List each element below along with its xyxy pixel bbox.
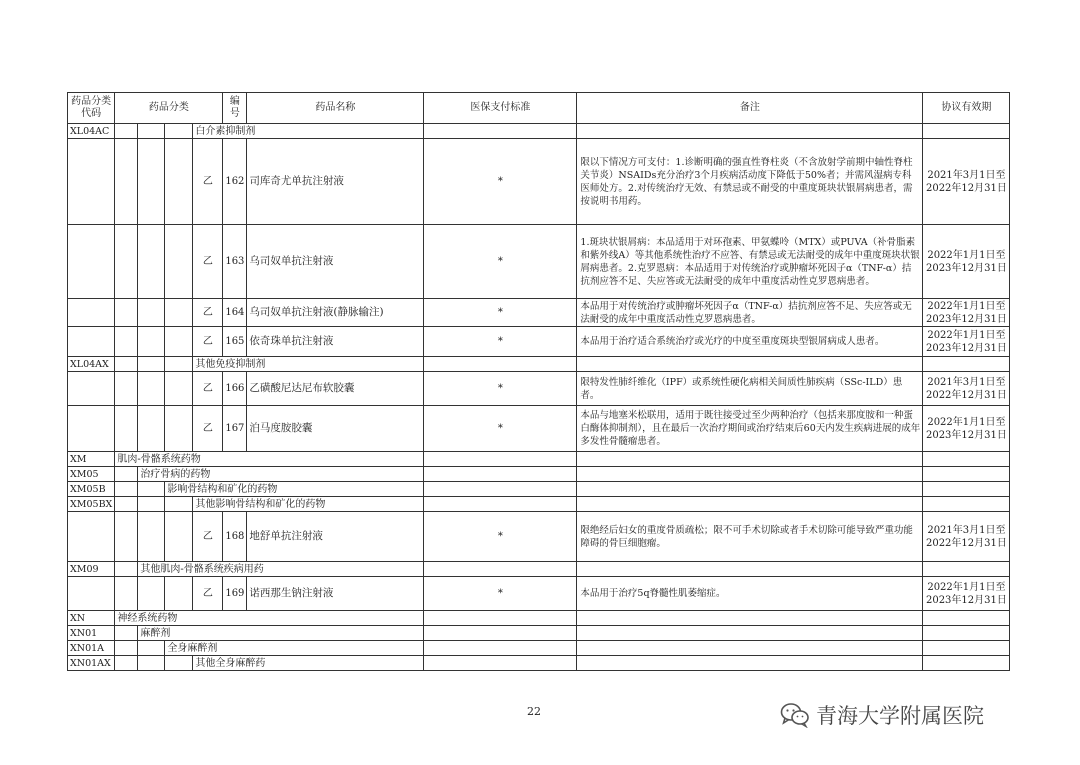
category-label: 其他肌肉-骨骼系统疾病用药 [138, 562, 424, 577]
drug-remark: 1.斑块状银屑病：本品适用于对环孢素、甲氨蝶呤（MTX）或PUVA（补骨脂素和紫外线A）等其他系统性治疗不应答、有禁忌或无法耐受的成年中重度斑块状银屑病患者。2.克罗恩病：本品适用于对传统治疗或肿瘤坏死因子α（TNF-α）拮抗剂应答不足、失应答或无法耐受的成年中重度活动性克罗恩病患者。 [577, 225, 923, 299]
category-label: 其他免疫抑制剂 [193, 357, 424, 372]
empty-cell [138, 372, 165, 406]
drug-row [68, 406, 1010, 452]
empty-cell [115, 327, 138, 357]
drug-name: 泊马度胺胶囊 [247, 406, 424, 452]
drug-remark: 本品与地塞米松联用，适用于既往接受过至少两种治疗（包括来那度胺和一种蛋白酶体抑制剂），且在最后一次治疗期间或治疗结束后60天内发生疾病进展的成年多发性骨髓瘤患者。 [577, 406, 923, 452]
period-cell [923, 497, 1010, 512]
agreement-period: 2022年1月1日至2023年12月31日 [923, 299, 1010, 327]
empty-cell [138, 577, 165, 611]
payment-standard: * [424, 406, 577, 452]
agreement-period: 2022年1月1日至2023年12月31日 [923, 406, 1010, 452]
code-cell [68, 372, 115, 406]
category-row [68, 467, 1010, 482]
code-cell [68, 406, 115, 452]
header-name: 药品名称 [247, 93, 424, 124]
empty-cell [115, 225, 138, 299]
empty-cell [138, 357, 165, 372]
remark-cell [577, 497, 923, 512]
empty-cell [165, 139, 193, 225]
remark-cell [577, 357, 923, 372]
remark-cell [577, 482, 923, 497]
category-label: 全身麻醉剂 [165, 641, 424, 656]
category-row [68, 562, 1010, 577]
remark-cell [577, 124, 923, 139]
remark-cell [577, 656, 923, 671]
drug-number: 163 [223, 225, 247, 299]
empty-cell [138, 497, 165, 512]
category-code: XL04AX [68, 357, 115, 372]
remark-cell [577, 611, 923, 626]
period-cell [923, 357, 1010, 372]
drug-remark: 限以下情况方可支付：1.诊断明确的强直性脊柱炎（不含放射学前期中轴性脊柱关节炎）NSAIDs充分治疗3个月疾病活动度下降低于50%者；并需风湿病专科医师处方。2.对传统治疗无效、有禁忌或不耐受的中重度斑块状银屑病患者，需按说明书用药。 [577, 139, 923, 225]
standard-cell [424, 482, 577, 497]
empty-cell [115, 641, 138, 656]
period-cell [923, 124, 1010, 139]
category-label: 影响骨结构和矿化的药物 [165, 482, 424, 497]
drug-row [68, 225, 1010, 299]
category-row [68, 641, 1010, 656]
drug-number: 166 [223, 372, 247, 406]
standard-cell [424, 626, 577, 641]
drug-name: 依奇珠单抗注射液 [247, 327, 424, 357]
agreement-period: 2021年3月1日至2022年12月31日 [923, 372, 1010, 406]
drug-row [68, 139, 1010, 225]
drug-class: 乙 [193, 327, 223, 357]
drug-name: 乌司奴单抗注射液(静脉输注) [247, 299, 424, 327]
code-cell [68, 139, 115, 225]
empty-cell [115, 467, 138, 482]
empty-cell [138, 327, 165, 357]
empty-cell [138, 656, 165, 671]
drug-name: 乙磺酸尼达尼布软胶囊 [247, 372, 424, 406]
empty-cell [138, 641, 165, 656]
standard-cell [424, 467, 577, 482]
empty-cell [165, 512, 193, 562]
drug-remark: 本品用于治疗适合系统治疗或光疗的中度至重度斑块型银屑病成人患者。 [577, 327, 923, 357]
standard-cell [424, 562, 577, 577]
empty-cell [165, 656, 193, 671]
code-cell [68, 577, 115, 611]
category-label: 麻醉剂 [138, 626, 424, 641]
category-label: 其他影响骨结构和矿化的药物 [193, 497, 424, 512]
standard-cell [424, 641, 577, 656]
category-code: XM [68, 452, 115, 467]
empty-cell [165, 124, 193, 139]
drug-list-table [67, 92, 1010, 671]
period-cell [923, 626, 1010, 641]
header-category: 药品分类 [115, 93, 223, 124]
standard-cell [424, 611, 577, 626]
payment-standard: * [424, 327, 577, 357]
wechat-icon [780, 702, 810, 728]
period-cell [923, 656, 1010, 671]
watermark [780, 700, 984, 730]
payment-standard: * [424, 139, 577, 225]
standard-cell [424, 452, 577, 467]
category-label: 肌肉-骨骼系统药物 [115, 452, 424, 467]
category-code: XM09 [68, 562, 115, 577]
drug-number: 168 [223, 512, 247, 562]
category-code: XN01A [68, 641, 115, 656]
header-standard: 医保支付标准 [424, 93, 577, 124]
page-number: 22 [527, 705, 541, 718]
empty-cell [165, 372, 193, 406]
category-label: 治疗骨病的药物 [138, 467, 424, 482]
drug-remark: 本品用于治疗5q脊髓性肌萎缩症。 [577, 577, 923, 611]
agreement-period: 2021年3月1日至2022年12月31日 [923, 512, 1010, 562]
drug-name: 乌司奴单抗注射液 [247, 225, 424, 299]
standard-cell [424, 357, 577, 372]
empty-cell [165, 406, 193, 452]
empty-cell [115, 124, 138, 139]
header-code: 药品分类代码 [68, 93, 115, 124]
drug-class: 乙 [193, 577, 223, 611]
standard-cell [424, 124, 577, 139]
drug-class: 乙 [193, 299, 223, 327]
drug-class: 乙 [193, 372, 223, 406]
empty-cell [138, 299, 165, 327]
empty-cell [165, 327, 193, 357]
empty-cell [115, 357, 138, 372]
category-code: XL04AC [68, 124, 115, 139]
empty-cell [115, 139, 138, 225]
payment-standard: * [424, 512, 577, 562]
code-cell [68, 327, 115, 357]
category-code: XM05B [68, 482, 115, 497]
drug-remark: 限绝经后妇女的重度骨质疏松；限不可手术切除或者手术切除可能导致严重功能障碍的骨巨细胞瘤。 [577, 512, 923, 562]
category-code: XN01 [68, 626, 115, 641]
payment-standard: * [424, 225, 577, 299]
category-code: XN [68, 611, 115, 626]
remark-cell [577, 452, 923, 467]
drug-number: 169 [223, 577, 247, 611]
category-code: XN01AX [68, 656, 115, 671]
drug-remark: 本品用于对传统治疗或肿瘤坏死因子α（TNF-α）拮抗剂应答不足、失应答或无法耐受的成年中重度活动性克罗恩病患者。 [577, 299, 923, 327]
remark-cell [577, 467, 923, 482]
category-row [68, 124, 1010, 139]
empty-cell [165, 357, 193, 372]
remark-cell [577, 626, 923, 641]
empty-cell [165, 299, 193, 327]
drug-row [68, 327, 1010, 357]
empty-cell [115, 406, 138, 452]
empty-cell [138, 225, 165, 299]
drug-name: 司库奇尤单抗注射液 [247, 139, 424, 225]
drug-class: 乙 [193, 139, 223, 225]
drug-class: 乙 [193, 406, 223, 452]
drug-row [68, 372, 1010, 406]
drug-row [68, 299, 1010, 327]
header-remark: 备注 [577, 93, 923, 124]
code-cell [68, 299, 115, 327]
category-row [68, 452, 1010, 467]
standard-cell [424, 656, 577, 671]
table-header-row [68, 93, 1010, 124]
category-code: XM05BX [68, 497, 115, 512]
empty-cell [115, 626, 138, 641]
empty-cell [115, 299, 138, 327]
empty-cell [115, 372, 138, 406]
agreement-period: 2021年3月1日至2022年12月31日 [923, 139, 1010, 225]
drug-class: 乙 [193, 225, 223, 299]
drug-row [68, 512, 1010, 562]
category-row [68, 497, 1010, 512]
period-cell [923, 467, 1010, 482]
drug-number: 162 [223, 139, 247, 225]
empty-cell [138, 406, 165, 452]
category-row [68, 357, 1010, 372]
payment-standard: * [424, 372, 577, 406]
drug-row [68, 577, 1010, 611]
category-row [68, 656, 1010, 671]
drug-number: 167 [223, 406, 247, 452]
empty-cell [115, 562, 138, 577]
period-cell [923, 482, 1010, 497]
empty-cell [138, 512, 165, 562]
drug-number: 165 [223, 327, 247, 357]
category-label: 白介素抑制剂 [193, 124, 424, 139]
agreement-period: 2022年1月1日至2023年12月31日 [923, 327, 1010, 357]
empty-cell [138, 139, 165, 225]
header-number: 编号 [223, 93, 247, 124]
remark-cell [577, 641, 923, 656]
empty-cell [115, 577, 138, 611]
agreement-period: 2022年1月1日至2023年12月31日 [923, 577, 1010, 611]
category-code: XM05 [68, 467, 115, 482]
drug-class: 乙 [193, 512, 223, 562]
empty-cell [138, 482, 165, 497]
period-cell [923, 562, 1010, 577]
period-cell [923, 641, 1010, 656]
drug-name: 诺西那生钠注射液 [247, 577, 424, 611]
empty-cell [115, 512, 138, 562]
payment-standard: * [424, 577, 577, 611]
category-row [68, 626, 1010, 641]
drug-name: 地舒单抗注射液 [247, 512, 424, 562]
category-label: 神经系统药物 [115, 611, 424, 626]
empty-cell [165, 577, 193, 611]
empty-cell [165, 497, 193, 512]
category-row [68, 482, 1010, 497]
code-cell [68, 512, 115, 562]
period-cell [923, 611, 1010, 626]
empty-cell [115, 656, 138, 671]
empty-cell [138, 124, 165, 139]
drug-remark: 限特发性肺纤维化（IPF）或系统性硬化病相关间质性肺疾病（SSc-ILD）患者。 [577, 372, 923, 406]
drug-number: 164 [223, 299, 247, 327]
remark-cell [577, 562, 923, 577]
empty-cell [115, 482, 138, 497]
payment-standard: * [424, 299, 577, 327]
watermark-text: 青海大学附属医院 [816, 704, 984, 728]
agreement-period: 2022年1月1日至2023年12月31日 [923, 225, 1010, 299]
standard-cell [424, 497, 577, 512]
empty-cell [165, 225, 193, 299]
code-cell [68, 225, 115, 299]
period-cell [923, 452, 1010, 467]
header-period: 协议有效期 [923, 93, 1010, 124]
empty-cell [115, 497, 138, 512]
category-label: 其他全身麻醉药 [193, 656, 424, 671]
category-row [68, 611, 1010, 626]
